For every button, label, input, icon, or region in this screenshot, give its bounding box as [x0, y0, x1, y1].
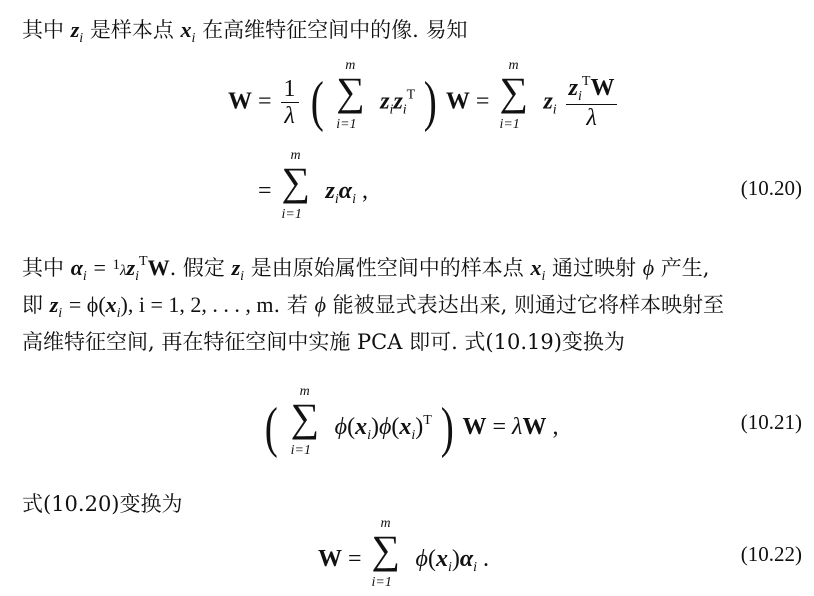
math-z: z [325, 178, 335, 204]
math-phi: ϕ [314, 292, 326, 317]
math-sub-i: i [411, 428, 416, 443]
sum-lower: i=1 [336, 117, 357, 133]
math-sub-i: i [367, 428, 371, 443]
left-paren: ( [310, 71, 324, 134]
math-sub-i: i [334, 192, 339, 207]
math-sub-i: i [116, 306, 121, 321]
math-sub-i: i [447, 560, 452, 575]
math-x: x [399, 414, 412, 440]
equation-10-20-line1 [228, 58, 620, 134]
sum-upper: m [345, 58, 356, 74]
frac-num: 1 [281, 76, 299, 103]
math-sub-i: i [473, 560, 478, 575]
math-equals: = [258, 178, 272, 204]
small-frac-den: λ [120, 263, 127, 279]
sum-lower: i=1 [371, 575, 392, 590]
math-equals: = [258, 88, 272, 115]
math-z: z [49, 292, 59, 317]
para2-b: 是由原始属性空间中的样本点 [250, 256, 524, 280]
para2-line2-prefix: 即 [22, 293, 43, 317]
math-sup-T: T [581, 74, 591, 89]
text-line-1 [22, 14, 467, 47]
math-period: . [483, 546, 490, 572]
line1-prefix: 其中 [22, 18, 64, 42]
math-W: W [228, 88, 252, 115]
math-phi: ϕ [378, 414, 392, 440]
math-sup-T: T [406, 87, 416, 103]
math-comma: , [361, 178, 368, 204]
text-line-para2-2 [22, 289, 724, 322]
math-z: z [543, 88, 553, 115]
right-paren: ) [440, 397, 454, 459]
sum-upper: m [508, 58, 519, 74]
math-equals: = [475, 88, 490, 115]
sum-lower: i=1 [281, 207, 302, 222]
math-phi: ϕ [642, 255, 655, 280]
math-alpha: α [338, 178, 353, 204]
math-z: z [393, 88, 403, 115]
sum-upper: m [380, 516, 391, 531]
para2-line2-suffix: 能被显式表达出来, 则通过它将样本映射至 [332, 293, 724, 317]
math-z: z [126, 255, 136, 280]
equation-number-10-20: (10.20) [740, 176, 802, 200]
math-sup-T: T [139, 254, 148, 269]
math-z: z [568, 75, 579, 101]
math-equals: = [93, 255, 106, 280]
math-sub-i: i [352, 192, 356, 207]
equation-number-10-22: (10.22) [740, 542, 802, 566]
math-sub-i: i [552, 102, 557, 118]
equation-10-21: ( m ∑ i=1 $\phi(x_i)\phi(x_i)^T$ ) W = λW , [264, 384, 559, 459]
math-x: x [530, 255, 542, 280]
frac-den: λ [284, 103, 295, 130]
summation-symbol: m ∑ i=1 [336, 58, 365, 133]
math-W: W [445, 88, 470, 115]
math-phi: ϕ [334, 414, 348, 440]
math-W: W [147, 255, 170, 280]
math-z: z [380, 88, 390, 115]
math-x: x [355, 414, 368, 440]
para2-line2-mid: . 若 [273, 293, 308, 317]
fraction-zT-W-over-lambda [566, 74, 618, 132]
sum-lower: i=1 [499, 117, 520, 133]
equation-10-20-line2 [258, 148, 368, 222]
line1-mid: 是样本点 [89, 18, 174, 42]
sum-lower: i=1 [290, 443, 311, 458]
math-sub-i: i [389, 102, 394, 118]
math-equals: = [492, 414, 507, 440]
para2-prefix: 其中 [22, 256, 64, 280]
small-frac-num: 1 [112, 257, 121, 273]
fraction-one-over-lambda [281, 76, 299, 130]
para2-c: 通过映射 [552, 256, 637, 280]
math-W: W [318, 546, 342, 572]
math-sub-i: i [135, 269, 139, 284]
math-W: W [590, 75, 615, 101]
math-W: W [522, 414, 547, 440]
text-line-last: 式(10.20)变换为 [22, 492, 183, 516]
math-x: x [435, 546, 448, 572]
math-W: W [462, 414, 487, 440]
math-sub-i: i [79, 31, 84, 46]
math-sup-T: T [423, 413, 432, 428]
summation-symbol: m ∑ i=1 [499, 58, 528, 133]
summation-symbol: m ∑ i=1 [371, 516, 401, 590]
math-alpha: α [459, 546, 474, 572]
math-sub-i: i [541, 269, 546, 284]
equation-10-22: W = m ∑ i=1 $\phi(x_i)\alpha_i$ . [318, 516, 490, 590]
para2-d: 产生, [660, 256, 710, 280]
math-sub-i: i [240, 269, 245, 284]
sum-upper: m [290, 148, 301, 163]
frac-den: λ [586, 105, 597, 132]
text-line-para2-1 [22, 252, 709, 285]
math-sub-i: i [82, 269, 87, 284]
math-sub-i: i [191, 31, 196, 46]
equation-number-10-21: (10.21) [740, 410, 802, 434]
text-line-para2-3: 高维特征空间, 再在特征空间中实施 PCA 即可. 式(10.19)变换为 [22, 330, 625, 354]
math-sub-i: i [402, 102, 407, 118]
summation-symbol: m ∑ i=1 [281, 148, 311, 222]
frac-num [566, 74, 618, 105]
para2-a: . 假定 [169, 256, 225, 280]
math-x: x [105, 292, 117, 317]
line1-suffix: 在高维特征空间中的像. 易知 [202, 18, 468, 42]
math-sub-i: i [58, 306, 63, 321]
sum-upper: m [299, 384, 310, 399]
math-z: z [231, 255, 241, 280]
left-paren: ( [264, 397, 278, 459]
right-paren: ) [424, 71, 438, 134]
math-z: z [70, 17, 80, 42]
math-comma: , [552, 414, 559, 440]
math-z-def: = ϕ( [68, 292, 106, 317]
math-lambda: λ [512, 414, 523, 440]
math-z-def-end: ), i = 1, 2, . . . , m [120, 292, 274, 317]
math-phi: ϕ [415, 546, 428, 572]
math-x: x [180, 17, 192, 42]
math-alpha: α [70, 255, 83, 280]
math-sub-i: i [578, 89, 582, 104]
summation-symbol: m ∑ i=1 [290, 384, 320, 458]
math-equals: = [348, 546, 362, 572]
